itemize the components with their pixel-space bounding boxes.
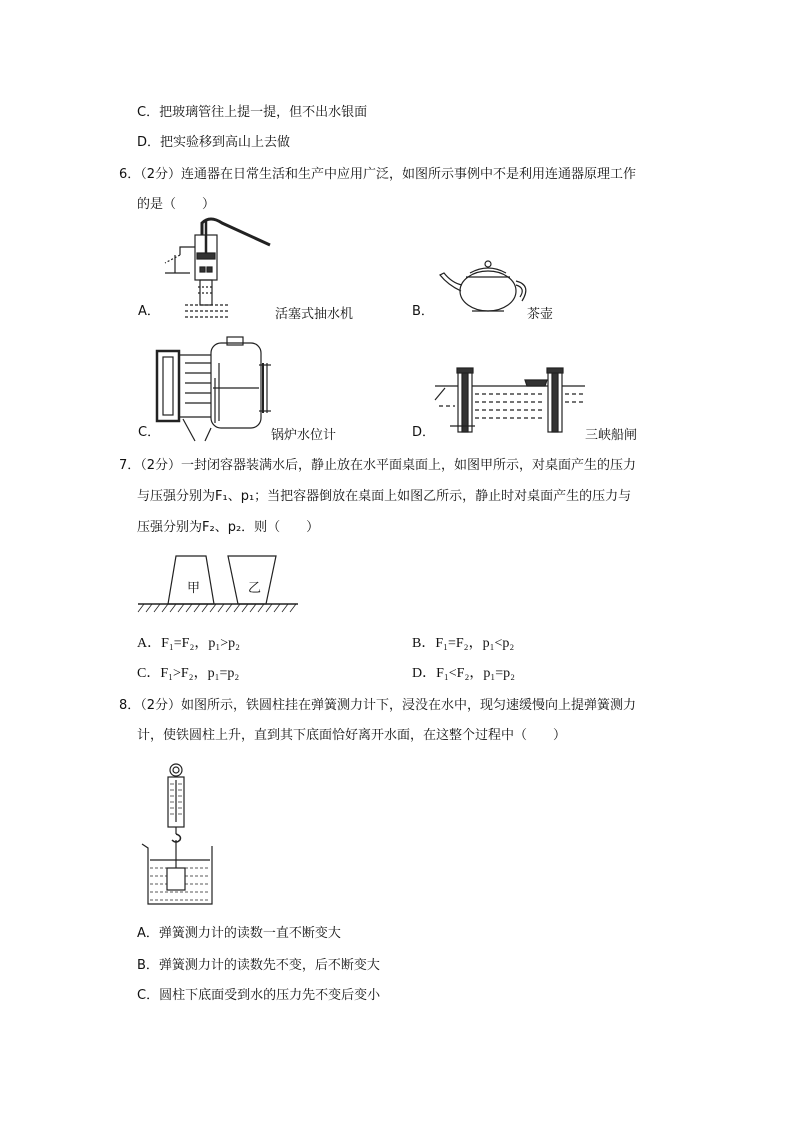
boiler-gauge-figure [155,333,275,443]
piston-pump-figure [150,225,285,320]
q6-stem-line2: 的是（ ） [137,197,216,212]
q7-option-b: B．F₁=F₂，p₁<p₂ [412,636,515,651]
spring-scale-figure [140,760,220,910]
q8-stem-line2: 计，使铁圆柱上升，直到其下底面恰好离开水面，在这整个过程中（ ） [137,728,567,743]
q7-figure-label-jia: 甲 [187,581,201,596]
q7-stem-line3: 压强分别为F₂、p₂．则（ ） [137,520,320,535]
q8-option-b: B．弹簧测力计的读数先不变，后不断变大 [137,958,380,973]
q7-option-a: A．F₁=F₂，p₁>p₂ [137,636,240,651]
q6-option-b-letter: B． [412,304,434,319]
q5-option-c: C．把玻璃管往上提一提，但不出水银面 [137,105,368,120]
q7-stem-line2: 与压强分别为F₁、p₁；当把容器倒放在桌面上如图乙所示，静止时对桌面产生的压力与 [137,489,632,504]
teapot-figure [436,255,536,315]
ship-lock-figure [435,366,585,438]
q6-option-c-letter: C． [138,425,161,440]
q8-stem-line1: 8．（2分）如图所示，铁圆柱挂在弹簧测力计下，浸没在水中，现匀速缓慢向上提弹簧测力 [119,698,637,713]
q6-option-c-caption: 锅炉水位计 [271,428,337,443]
q6-option-b-caption: 茶壶 [527,307,554,322]
q7-option-d: D．F₁<F₂，p₁=p₂ [412,666,515,681]
q7-stem-line1: 7．（2分）一封闭容器装满水后，静止放在水平面桌面上，如图甲所示，对桌面产生的压力 [119,458,637,473]
q6-option-d-letter: D． [412,425,436,440]
q6-option-d-caption: 三峡船闸 [585,428,638,443]
q7-option-c: C．F₁>F₂，p₁=p₂ [137,666,240,681]
q8-option-a: A．弹簧测力计的读数一直不断变大 [137,926,341,941]
q6-option-a-letter: A． [138,304,160,319]
q7-figure-label-yi: 乙 [248,581,262,596]
q5-option-d: D．把实验移到高山上去做 [137,135,291,150]
container-figure [138,554,298,619]
q8-option-c: C．圆柱下底面受到水的压力先不变后变小 [137,988,381,1003]
q6-option-a-caption: 活塞式抽水机 [275,307,354,322]
q6-stem-line1: 6．（2分）连通器在日常生活和生产中应用广泛，如图所示事例中不是利用连通器原理工作 [119,167,637,182]
